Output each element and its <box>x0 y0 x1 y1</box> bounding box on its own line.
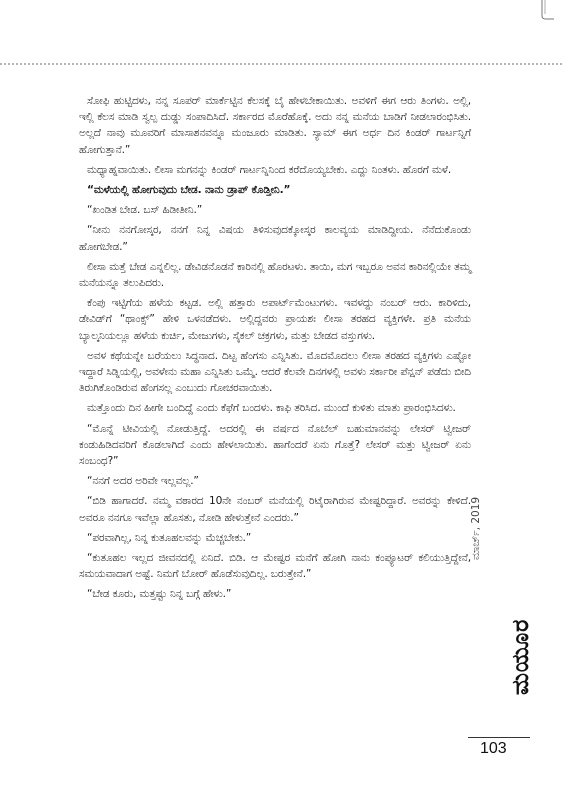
paragraph: “ಬಿಡಿ ಹಾಗಾದರೆ. ನಮ್ಮ ವಠಾರದ 10ನೇ ನಂಬರ್ ಮನೆಯಲ್ಲಿ ರಿಟೈರಾಗಿರುವ ಮೇಷ್ಟರಿದ್ದಾರೆ. ಅವರನ್ನು ಕೇಳಿದೆ. ಅವರೂ ನನಗೂ ಇವೆಲ್ಲಾ ಹೊಸತು, ನೋಡಿ ಹೇಳುತ್ತೇನೆ ಎಂದರು.” <box>79 495 471 524</box>
paragraph: ಮತ್ತೊಂದು ದಿನ ಹೀಗೇ ಬಂದಿದ್ದೆ ಎಂದು ಕೆಫೆಗೆ ಬಂದಳು. ಕಾಫಿ ತರಿಸಿದ. ಮುಂದೆ ಕುಳಿತು ಮಾತು ಪ್ರಾರಂಭಿಸಿದಳು. <box>87 402 456 415</box>
paragraph: ಕೆಂಪು ಇಟ್ಟಿಗೆಯ ಹಳೆಯ ಕಟ್ಟಡ. ಅಲ್ಲಿ ಹತ್ತಾರು ಅಪಾರ್ಟ್‌ಮೆಂಟುಗಳು. ಇವಳದ್ದು ನಂಬರ್ ಆರು. ಕಾರಿಳಿದು, ಡೇವಿಡ್‌ಗೆ “ಥಾಂಕ್ಸ್” ಹೇಳಿ ಒಳನಡೆದಳು. ಅಲ್ಲಿದ್ದವರು ಪ್ರಾಯಶಃ ಲೀಸಾ ತರಹದ ವ್ಯಕ್ತಿಗಳೇ. ಪ್ರತಿ ಮನೆಯ ಬ್ಯಾಲ್ಕನಿಯಲ್ಲೂ ಹಳೆಯ ಕುರ್ಚಿ, ಮೇಜುಗಳು, ಸೈಕಲ್ ಚಕ್ರಗಳು, ಮತ್ತು ಬೇಡದ ವಸ್ತುಗಳು. <box>79 297 471 342</box>
paragraph: ಅವಳ ಕಥೆಯನ್ನೇ ಬರೆಯಲು ಸಿದ್ಧನಾದ. ದಿಟ್ಟ ಹೆಂಗಸು ಎನ್ನಿಸಿತು. ಮೊದಮೊದಲು ಲೀಸಾ ತರಹದ ವ್ಯಕ್ತಿಗಳು ಎಷ್ಟೋ ಇದ್ದಾರೆ ಸಿಡ್ನಿಯಲ್ಲಿ, ಅವಳೇನು ಮಹಾ ಎನ್ನಿಸಿತು ಒಮ್ಮೆ. ಆದರೆ ಕೆಲವೇ ದಿನಗಳಲ್ಲಿ ಅವಳು ಸರ್ಕಾರೀ ಪೆನ್ಷನ್ ಪಡೆದು ಬೀದಿ ತಿರುಗಿಕೊಂಡಿರುವ ಹೆಂಗಸಲ್ಲ ಎಂಬುದು ಗೋಚರವಾಯಿತು. <box>79 349 471 395</box>
header-dotted-divider <box>0 63 562 65</box>
paragraph: “ಮಳೆಯಲ್ಲಿ ಹೋಗುವುದು ಬೇಡ. ನಾನು ಡ್ರಾಪ್ ಕೊಡ್ತೀನಿ.” <box>87 184 291 197</box>
paragraph: “ಬೇಡ ಕೂರು, ಮತ್ತಷ್ಟು ನಿನ್ನ ಬಗ್ಗೆ ಹೇಳು.” <box>87 588 232 601</box>
paragraph: “ಖಂಡಿತ ಬೇಡ. ಬಸ್ ಹಿಡೀತೀನಿ.” <box>87 204 203 217</box>
page-number: 103 <box>480 740 507 757</box>
magazine-name: ಮಯೂರ <box>508 618 534 695</box>
issue-date: ಮಾರ್ಚ್, 2019 <box>470 496 482 560</box>
article-body <box>79 93 471 607</box>
paragraph: “ನನಗೆ ಅದರ ಅರಿವೇ ಇಲ್ಲವಲ್ಲ.” <box>87 475 199 488</box>
paragraph: “ಪರವಾಗಿಲ್ಲ, ನಿನ್ನ ಕುತೂಹಲವನ್ನು ಮೆಚ್ಚಬೇಕು.” <box>87 531 252 544</box>
paragraph: ಮಧ್ಯಾಹ್ನವಾಯಿತು. ಲೀಸಾ ಮಗನನ್ನು ಕಿಂಡರ್ ಗಾರ್ಟನ್ನಿನಿಂದ ಕರೆದೊಯ್ಯಬೇಕು. ಎದ್ದು ನಿಂತಳು. ಹೊರಗೆ ಮಳೆ. <box>87 163 452 176</box>
paragraph: “ಮೊನ್ನೆ ಟೀವಿಯಲ್ಲಿ ನೋಡುತ್ತಿದ್ದೆ. ಅದರಲ್ಲಿ ಈ ವರ್ಷದ ನೊಬೆಲ್ ಬಹುಮಾನವನ್ನು ಲೇಸರ್ ಟ್ವೀಜರ್ ಕಂಡುಹಿಡಿದವರಿಗೆ ಕೊಡಲಾಗಿದೆ ಎಂದು ಹೇಳಲಾಯಿತು. ಹಾಗೆಂದರೆ ಏನು ಗೊತ್ತೆ? ಲೇಸರ್ ಮತ್ತು ಟ್ವೀಜರ್ ಏನು ಸಂಬಂಧ?” <box>79 422 471 468</box>
paragraph: “ಕುತೂಹಲ ಇಲ್ಲದ ಜೀವನದಲ್ಲಿ ಏನಿದೆ. ಬಿಡಿ. ಆ ಮೇಷ್ಟರ ಮನೆಗೆ ಹೋಗಿ ನಾನು ಕಂಪ್ಯೂಟರ್ ಕಲಿಯುತ್ತಿದ್ದೇನೆ, ಸಮಯವಾದಾಗ ಅಷ್ಟೆ. ನಿಮಗೆ ಬೋರ್ ಹೊಡೆಸುವುದಿಲ್ಲ. ಬರುತ್ತೇನೆ.” <box>79 552 471 581</box>
paragraph: ಸೋಫಿ ಹುಟ್ಟಿದಳು, ನನ್ನ ಸೂಪರ್ ಮಾರ್ಕೆಟ್ಟಿನ ಕೆಲಸಕ್ಕೆ ಬೈ ಹೇಳಬೇಕಾಯಿತು. ಅವಳಿಗೆ ಈಗ ಆರು ತಿಂಗಳು. ಅಲ್ಲಿ, ಇಲ್ಲಿ ಕೆಲಸ ಮಾಡಿ ಸ್ವಲ್ಪ ದುಡ್ಡು ಸಂಪಾದಿಸಿದೆ. ಸರ್ಕಾರದ ಮೊರೆಹೊಕ್ಕೆ. ಅದು ನನ್ನ ಮನೆಯ ಬಾಡಿಗೆ ನೀಡಲಾರಂಭಿಸಿತು. ಅಲ್ಲದೆ ನಾವು ಮೂವರಿಗೆ ಮಾಸಾಶನವನ್ನೂ ಮಂಜೂರು ಮಾಡಿತು. ಸ್ಯಾಮ್ ಈಗ ಅರ್ಧ ದಿನ ಕಿಂಡರ್ ಗಾರ್ಟನ್ನಿಗೆ ಹೋಗುತ್ತಾನೆ.” <box>79 95 471 156</box>
paragraph: ಲೀಸಾ ಮತ್ತೆ ಬೇಡ ಎನ್ನಲಿಲ್ಲ. ಡೇವಿಡನೊಡನೆ ಕಾರಿನಲ್ಲಿ ಹೊರಟಳು. ತಾಯಿ, ಮಗ ಇಬ್ಬರೂ ಅವನ ಕಾರಿನಲ್ಲಿಯೇ ತಮ್ಮ ಮನೆಯನ್ನೂ ತಲುಪಿದರು. <box>79 260 471 290</box>
paragraph: “ನೀನು ನನಗೋಸ್ಕರ, ನನಗೆ ನಿನ್ನ ವಿಷಯ ತಿಳಿಸುವುದಕ್ಕೋಸ್ಕರ ಕಾಲವ್ಯಯ ಮಾಡಿದ್ದೀಯ. ನೆನೆದುಕೊಂಡು ಹೋಗಬೇಡ.” <box>79 224 471 253</box>
page-number-rule <box>468 737 530 738</box>
corner-fold-icon <box>540 0 556 20</box>
